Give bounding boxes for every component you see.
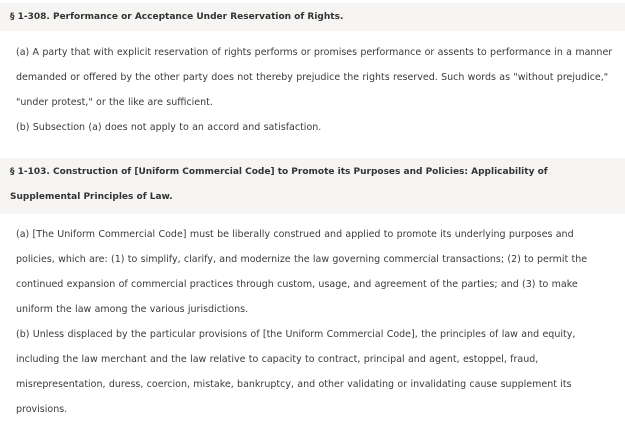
section-1103-heading: § 1-103. Construction of [Uniform Commercial Code] to Promote its Purposes and Policies: Applicability of Supplemental Principles of Law. <box>10 167 548 202</box>
section-1308-header <box>0 3 625 31</box>
section-1103-paragraph-b: (b) Unless displaced by the particular provisions of [the Uniform Commercial Code], the principles of law and equity, including the law merchant and the law relative to capacity to contract, principal and agent, estoppel, fraud, misrepresentation, duress, coercion, mistake, bankruptcy, and other validating or invalidating cause supplement its provisions. <box>16 329 576 415</box>
section-1103-body <box>0 222 625 422</box>
section-1103-heading-band <box>0 158 625 214</box>
section-1308-paragraph-a: (a) A party that with explicit reservation of rights performs or promises performance or assents to performance in a manner demanded or offered by the other party does not thereby prejudice the rights reserved. Such words as "without prejudice," "under protest," or the like are sufficient. <box>16 47 613 108</box>
section-1308-body <box>0 40 625 140</box>
section-1308-heading: § 1-308. Performance or Acceptance Under Reservation of Rights. <box>10 12 344 22</box>
section-1308-heading-band <box>0 3 625 31</box>
section-1103-paragraph-a: (a) [The Uniform Commercial Code] must be liberally construed and applied to promote its underlying purposes and policies, which are: (1) to simplify, clarify, and modernize the law governing commercial transactions; (2) to permit the continued expansion of commercial practices through custom, usage, and agreement of the parties; and (3) to make uniform the law among the various jurisdictions. <box>16 229 588 315</box>
section-1103-header <box>0 158 625 214</box>
section-1308-paragraph-b: (b) Subsection (a) does not apply to an accord and satisfaction. <box>16 122 322 133</box>
